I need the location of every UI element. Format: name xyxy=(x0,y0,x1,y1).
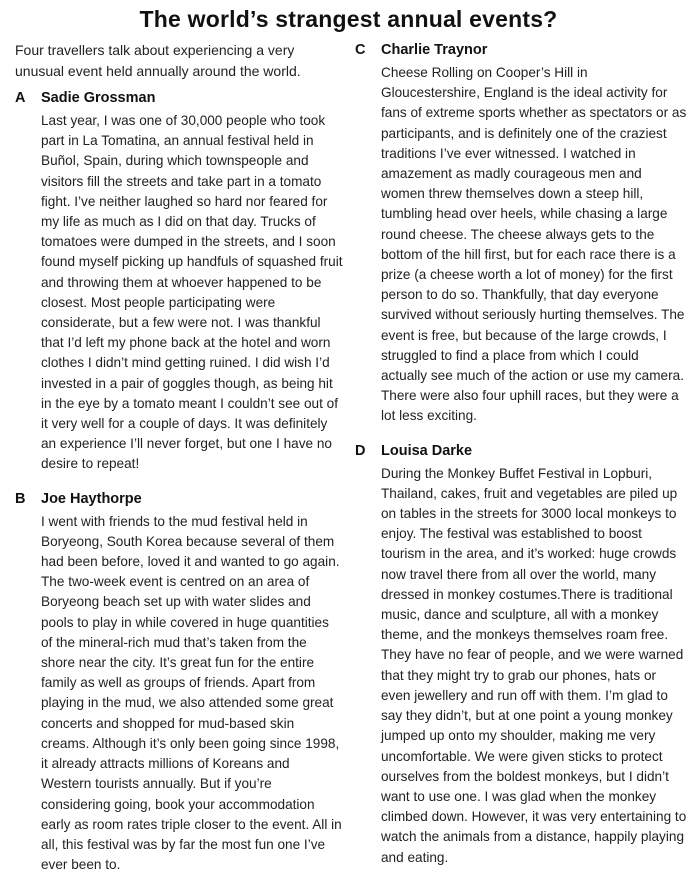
section-heading xyxy=(15,489,345,509)
section-letter: C xyxy=(355,42,366,58)
section-b xyxy=(15,489,345,875)
section-a xyxy=(15,88,345,475)
section-author: Joe Haythorpe xyxy=(41,490,142,507)
section-author: Charlie Traynor xyxy=(381,42,488,58)
section-letter: D xyxy=(355,442,366,459)
left-column xyxy=(15,40,345,875)
section-author: Sadie Grossman xyxy=(41,90,156,106)
section-heading xyxy=(15,88,345,108)
section-text: During the Monkey Buffet Festival in Lopburi, Thailand, cakes, fruit and vegetables are piled up on tables in the streets for 3000 local monkeys to enjoy. The festival was established to boost tourism in the area, and it’s worked: huge crowds now travel there from all over the world, many dressed in monkey costumes.There is traditional music, dance and sculpture, all with a monkey theme, and the monkeys themselves roam free. They have no fear of people, and we were warned that they might try to grab our phones, hats or even jewellery and run off with them. I’m glad to say they didn’t, but at one point a young monkey jumped up onto my shoulder, making me very uncomfortable. We were given sticks to protect ourselves from the boldest monkeys, but I didn’t want to use one. I was glad when the monkey climbed down. However, it was very entertaining to watch the animals from a distance, happily playing and eating. xyxy=(381,465,687,865)
section-heading xyxy=(355,441,687,461)
section-c xyxy=(355,40,687,427)
section-letter: B xyxy=(15,490,26,507)
right-column xyxy=(355,40,687,868)
page-title: The world’s strangest annual events? xyxy=(139,6,558,32)
section-text: Cheese Rolling on Cooper’s Hill in Gloucestershire, England is the ideal activity for fans of extreme sports whether as spectators or as participants, and is definitely one of the craziest traditions I’ve ever witnessed. I watched in amazement as madly courageous men and women threw themselves down a steep hill, tumbling head over heels, while chasing a large round cheese. The cheese always gets to the bottom of the hill first, but for each race there is a prize (a cheese worth a lot of money) for the first person to do so. Thankfully, that day everyone survived without seriously hurting themselves. The event is free, but because of the large crowds, I struggled to find a place from which I could actually see much of the action or use my camera. There were also four uphill races, but they were a lot less exciting. xyxy=(381,65,687,424)
section-author: Louisa Darke xyxy=(381,442,473,459)
section-heading xyxy=(355,40,687,60)
section-text: I went with friends to the mud festival held in Boryeong, South Korea because several of them had been before, loved it and wanted to go again. The two-week event is centred on an area of Boryeong beach set up with water slides and pools to play in while covered in huge quantities of the mineral-rich mud that’s taken from the shore near the city. It’s great fun for the entire family as well as groups of friends. Apart from playing in the mud, we also attended some great concerts and shopped for mud-based skin creams. Although it’s only been going since 1998, it already attracts millions of Koreans and Western tourists annually. But if you’re considering going, book your accommodation early as room rates triple closer to the event. All in all, this festival was by far the most fun one I’ve ever been to. xyxy=(41,513,342,873)
section-letter: A xyxy=(15,90,26,106)
intro-text: Four travellers talk about experiencing a very unusual event held annually around the world. xyxy=(15,42,301,79)
section-text: Last year, I was one of 30,000 people who took part in La Tomatina, an annual festival held in Buñol, Spain, during which townspeople and visitors fill the streets and take part in a tomato fight. I’ve neither laughed so hard nor feared for my life as much as I did on that day. Trucks of tomatoes were dumped in the streets, and I soon found myself picking up handfuls of squashed fruit and throwing them at whoever happened to be closest. Most people participating were considerate, but a few were not. I was thankful that I’d left my phone back at the hotel and worn clothes I didn’t mind getting ruined. I did wish I’d invested in a pair of goggles though, as being hit in the eye by a tomato meant I couldn’t see out of it very well for a couple of days. It was definitely an experience I’ll never forget, but one I have no desire to repeat! xyxy=(41,113,343,472)
